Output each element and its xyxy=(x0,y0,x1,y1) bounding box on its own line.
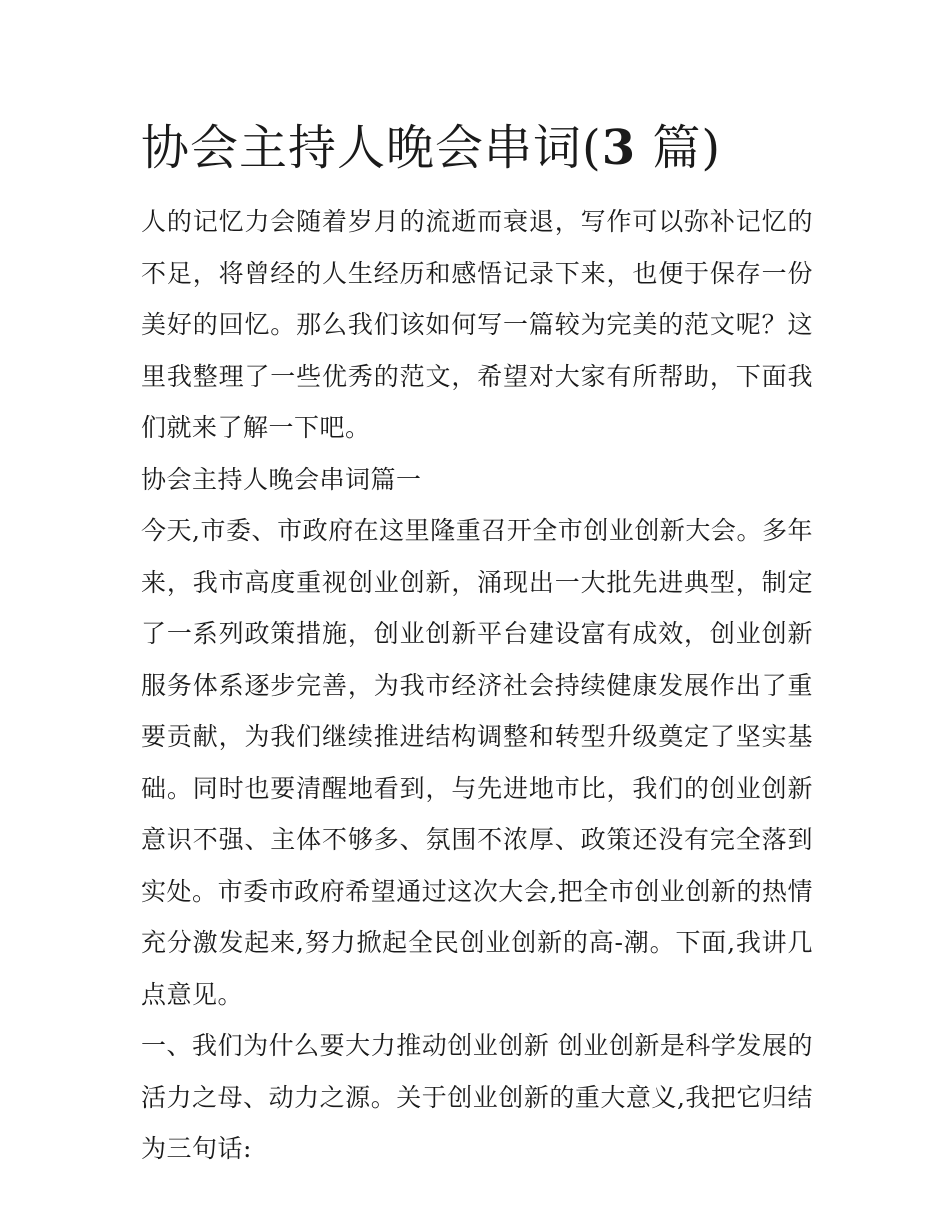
body-paragraph: 今天,市委、市政府在这里隆重召开全市创业创新大会。多年来，我市高度重视创业创新，涌现出一大批先进典型，制定了一系列政策措施，创业创新平台建设富有成效，创业创新服务体系逐步完善，为我市经济社会持续健康发展作出了重要贡献，为我们继续推进结构调整和转型升级奠定了坚实基础。同时也要清醒地看到，与先进地市比，我们的创业创新意识不强、主体不够多、氛围不浓厚、政策还没有完全落到实处。市委市政府希望通过这次大会,把全市创业创新的热情充分激发起来,努力掀起全民创业创新的高-潮。下面,我讲几点意见。 xyxy=(141,516,813,1009)
body-paragraph: 一、我们为什么要大力推动创业创新 创业创新是科学发展的活力之母、动力之源。关于创业创新的重大意义,我把它归结为三句话: xyxy=(141,1031,813,1163)
title-prefix: 协会主持人晚会串词( xyxy=(141,120,602,176)
intro-paragraph: 人的记忆力会随着岁月的流逝而衰退，写作可以弥补记忆的不足，将曾经的人生经历和感悟记录下来，也便于保存一份美好的回忆。那么我们该如何写一篇较为完美的范文呢？这里我整理了一些优秀的范文，希望对大家有所帮助，下面我们就来了解一下吧。 xyxy=(141,207,813,442)
document-title xyxy=(141,112,813,184)
title-suffix: 篇) xyxy=(636,120,722,176)
document-page xyxy=(141,112,813,1175)
title-number: 3 xyxy=(601,120,637,176)
section-heading: 协会主持人晚会串词篇一 xyxy=(141,464,422,494)
